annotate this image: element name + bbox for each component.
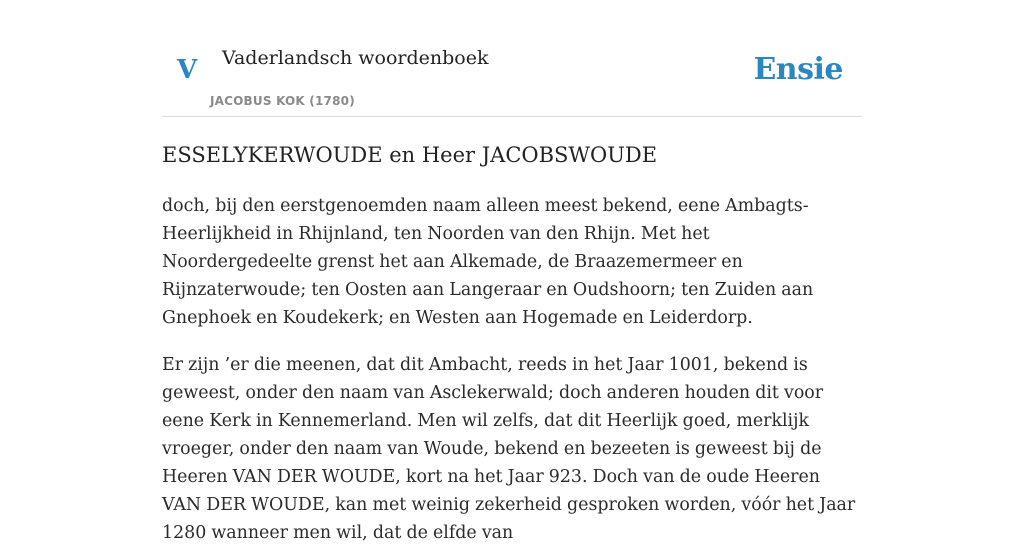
- book-title[interactable]: Vaderlandsch woordenboek: [222, 47, 489, 69]
- article-paragraph: doch, bij den eerstgenoemden naam alleen meest bekend, eene Ambagts-Heerlijkheid in Rhijnland, ten Noorden van den Rhijn. Met het Noordergedeelte grenst het aan Alkemade, de Braazemermeer en Rijnzaterwoude; ten Oosten aan Langeraar en Oudshoorn; ten Zuiden aan Gnephoek en Koudekerk; en Westen aan Hogemade en Leiderdorp.: [162, 196, 814, 328]
- ensie-logo[interactable]: Ensie: [753, 52, 843, 87]
- book-author: JACOBUS KOK (1780): [210, 94, 355, 108]
- article-headword: ESSELYKERWOUDE en Heer JACOBSWOUDE: [162, 143, 658, 167]
- article: [162, 138, 862, 547]
- book-header: [162, 0, 862, 117]
- article-paragraph: Er zijn ’er die meenen, dat dit Ambacht, reeds in het Jaar 1001, bekend is geweest, onder den naam van Asclekerwald; doch anderen houden dit voor eene Kerk in Kennemerland. Men wil zelfs, dat dit Heerlijk goed, merklijk vroeger, onder den naam van Woude, bekend en bezeeten is geweest bij de Heeren VAN DER WOUDE, kort na het Jaar 923. Doch van de oude Heeren VAN DER WOUDE, kan met weinig zekerheid gesproken worden, vóór het Jaar 1280 wanneer men wil, dat de elfde van: [162, 355, 856, 543]
- book-letter-badge: V: [177, 55, 198, 85]
